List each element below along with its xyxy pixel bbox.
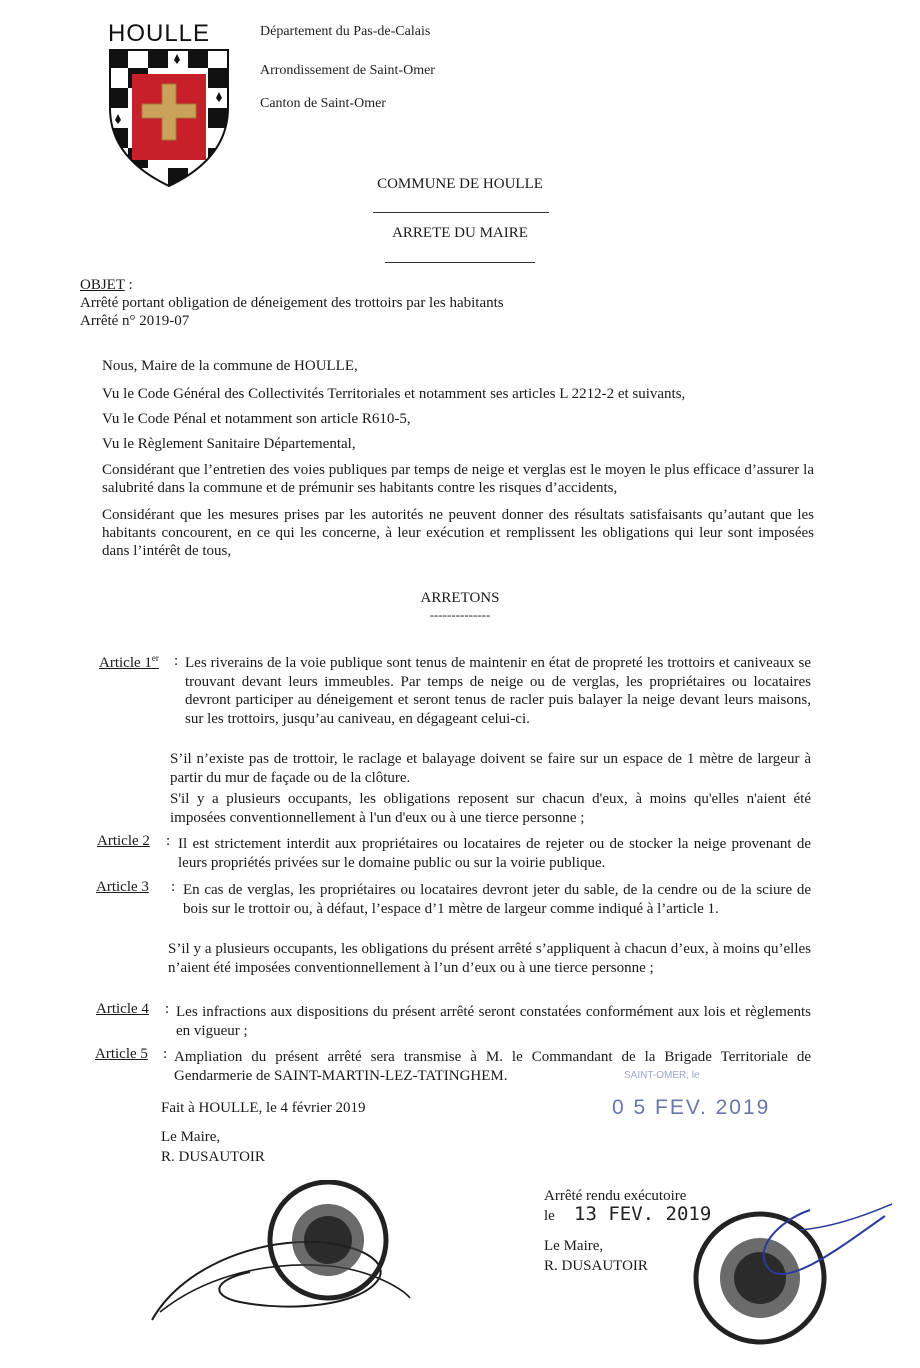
executory-role: Le Maire, <box>544 1238 604 1254</box>
arrondissement-line: Arrondissement de Saint-Omer <box>260 63 435 78</box>
article-1-label: Article 1er <box>99 653 159 671</box>
object-block <box>80 276 504 330</box>
executory-seal-icon <box>660 1190 900 1350</box>
preamble-line: Vu le Code Général des Collectivités Territoriales et notamment ses articles L 2212-2 et suivants, <box>102 386 686 402</box>
decision-divider: -------------- <box>429 607 491 622</box>
article-1-text-2: S’il n’existe pas de trottoir, le raclage et balayage doivent se faire sur un espace de 1 mètre de largeur à partir du mur de façade ou de la clôture. <box>170 751 811 786</box>
object-description: Arrêté portant obligation de déneigement des trottoirs par les habitants <box>80 295 504 311</box>
decision-title: ARRETONS <box>420 590 500 606</box>
preamble-paragraph: Considérant que les mesures prises par les autorités ne peuvent donner des résultats satisfaisants qu’autant que les habitants concourent, en ce qui les concerne, à leur exécution et remplissent les obligations qui leur sont imposées dans l’intérêt de tous, <box>102 507 814 559</box>
article-5-text: Ampliation du présent arrêté sera transmise à M. le Commandant de la Brigade Territoriale de Gendarmerie de SAINT-MARTIN-LEZ-TATINGHEM. <box>174 1049 811 1084</box>
executory-date: 13 FEV. 2019 <box>574 1203 712 1225</box>
preamble-line: Vu le Règlement Sanitaire Départemental, <box>102 436 356 452</box>
mairie-seal-icon <box>140 1180 440 1330</box>
article-4-text: Les infractions aux dispositions du présent arrêté seront constatées conformément aux lois et règlements en vigueur ; <box>176 1004 811 1039</box>
signatory-role: Le Maire, <box>161 1129 221 1145</box>
article-1-text-3: S'il y a plusieurs occupants, les obligations reposent sur chacun d'eux, à moins qu'elles n'aient été imposées conventionnellement à l'un d'eux ou à une tierce personne ; <box>170 791 811 826</box>
reception-stamp-place: SAINT-OMER, le <box>624 1070 700 1081</box>
article-3-label: Article 3 <box>96 879 149 895</box>
article-2-text: Il est strictement interdit aux propriétaires ou locataires de rejeter ou de stocker la neige provenant de leurs propriétés privées sur le domaine public ou sur la voirie publique. <box>178 836 811 871</box>
preamble-line: Nous, Maire de la commune de HOULLE, <box>102 358 358 374</box>
article-2-label: Article 2 <box>97 833 150 849</box>
title-divider <box>373 212 549 213</box>
executory-name: R. DUSAUTOIR <box>544 1258 648 1274</box>
commune-title: COMMUNE DE HOULLE <box>377 176 543 192</box>
article-3-text: En cas de verglas, les propriétaires ou locataires devront jeter du sable, de la cendre ou de la sciure de bois sur le trottoir ou, à défaut, l’espace d’1 mètre de largeur comme indiqué à l’article 1. <box>183 882 811 917</box>
department-line: Département du Pas-de-Calais <box>260 24 431 39</box>
article-5-label: Article 5 <box>95 1046 148 1062</box>
executory-line: Arrêté rendu exécutoire <box>544 1188 687 1204</box>
preamble-paragraph: Considérant que l’entretien des voies publiques par temps de neige et verglas est le moyen le plus efficace d’assurer la salubrité dans la commune et de prémunir ses habitants contre les risques d’accidents, <box>102 462 814 496</box>
preamble-line: Vu le Code Pénal et notamment son article R610-5, <box>102 411 411 427</box>
signatory-name: R. DUSAUTOIR <box>161 1149 265 1165</box>
commune-name: HOULLE <box>108 20 211 47</box>
canton-line: Canton de Saint-Omer <box>260 96 386 111</box>
place-date: Fait à HOULLE, le 4 février 2019 <box>161 1100 366 1116</box>
executory-le: le <box>544 1208 555 1224</box>
article-4-label: Article 4 <box>96 1001 149 1017</box>
article-1-text: Les riverains de la voie publique sont tenus de maintenir en état de propreté les trottoirs et caniveaux se trouvant devant leurs immeubles. Par temps de neige ou de verglas, les propriétaires ou locataires devront participer au déneigement et seront tenus de racler puis balayer la neige devant leurs maisons, sur les trottoirs, jusqu’au caniveau, en dégageant celui-ci. <box>185 655 811 727</box>
coat-of-arms-icon <box>108 48 230 188</box>
article-3-text-2: S’il y a plusieurs occupants, les obligations du présent arrêté s’appliquent à chacun d’eux, à moins qu’elles n’aient été imposées conventionnellement à l’un d’eux ou à une tierce personne ; <box>168 941 811 976</box>
reception-stamp-date: 0 5 FEV. 2019 <box>612 1096 771 1119</box>
title-divider-2 <box>385 262 535 263</box>
document-title: ARRETE DU MAIRE <box>392 225 528 241</box>
object-colon: : <box>124 277 133 293</box>
object-label: OBJET <box>80 277 125 293</box>
decree-number: Arrêté n° 2019-07 <box>80 313 190 329</box>
